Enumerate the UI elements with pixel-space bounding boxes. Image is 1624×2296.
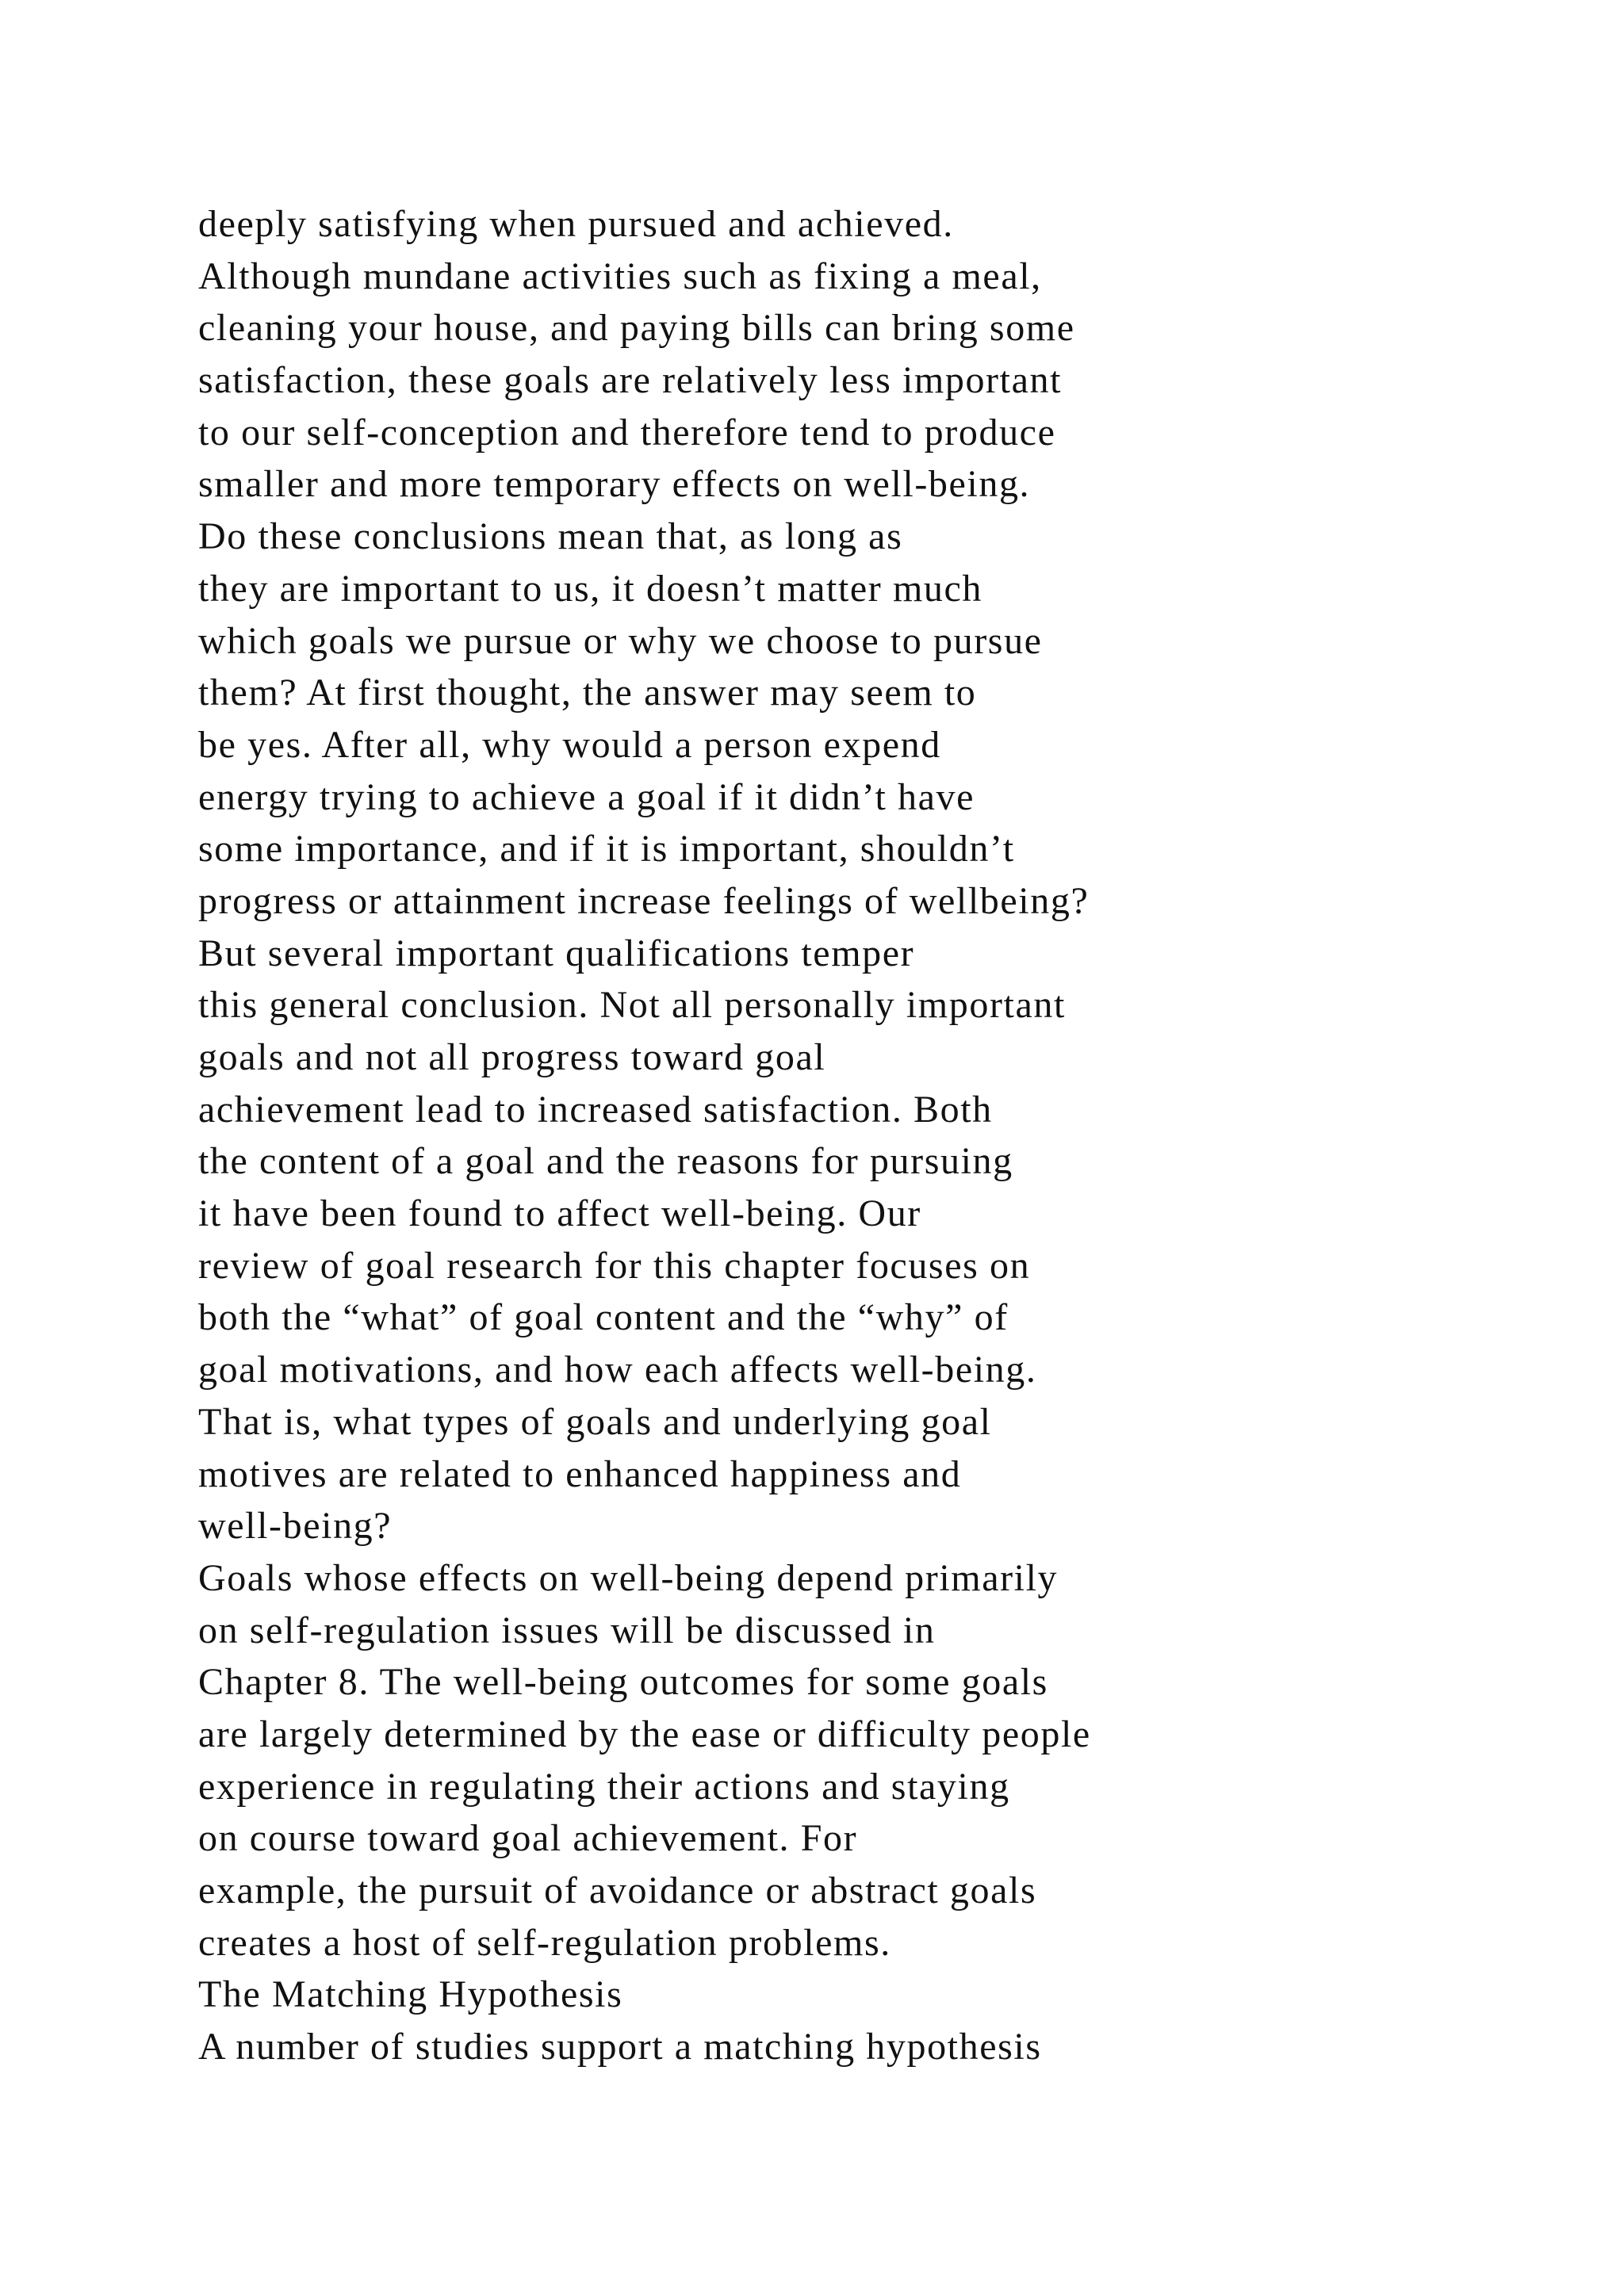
text-line: goals and not all progress toward goal	[198, 1036, 826, 1078]
text-line: which goals we pursue or why we choose to pursue	[198, 619, 1043, 662]
text-line: goal motivations, and how each affects well-being.	[198, 1349, 1037, 1391]
text-line: some importance, and if it is important, shouldn’t	[198, 828, 1015, 871]
text-line: be yes. After all, why would a person expend	[198, 723, 941, 766]
text-line: satisfaction, these goals are relatively less important	[198, 359, 1063, 402]
text-line: to our self-conception and therefore tend to produce	[198, 411, 1056, 453]
text-line: experience in regulating their actions and staying	[198, 1765, 1010, 1808]
text-line: Although mundane activities such as fixing a meal,	[198, 254, 1042, 297]
text-line: the content of a goal and the reasons for pursuing	[198, 1140, 1013, 1183]
text-line: achievement lead to increased satisfaction. Both	[198, 1088, 993, 1131]
text-line: they are important to us, it doesn’t matter much	[198, 567, 983, 610]
text-line: are largely determined by the ease or difficulty people	[198, 1712, 1091, 1755]
text-line: review of goal research for this chapter focuses on	[198, 1244, 1031, 1287]
text-line: Chapter 8. The well-being outcomes for some goals	[198, 1661, 1048, 1704]
text-line: them? At first thought, the answer may seem to	[198, 672, 977, 714]
text-line: example, the pursuit of avoidance or abstract goals	[198, 1869, 1037, 1911]
body-text	[198, 198, 1546, 2073]
text-line: on self-regulation issues will be discussed in	[198, 1609, 936, 1651]
text-line: motives are related to enhanced happiness and	[198, 1452, 962, 1495]
text-line: cleaning your house, and paying bills can bring some	[198, 307, 1075, 350]
text-line: creates a host of self-regulation problems.	[198, 1921, 891, 1964]
text-line: A number of studies support a matching hypothesis	[198, 2026, 1042, 2068]
text-line: But several important qualifications temper	[198, 932, 915, 974]
text-line: both the “what” of goal content and the “why” of	[198, 1296, 1009, 1339]
text-line: smaller and more temporary effects on well-being.	[198, 463, 1031, 506]
text-line: The Matching Hypothesis	[198, 1973, 623, 2016]
text-line: this general conclusion. Not all personally important	[198, 984, 1066, 1027]
text-line: energy trying to achieve a goal if it didn’t have	[198, 775, 975, 818]
text-line: deeply satisfying when pursued and achieved.	[198, 203, 954, 245]
text-line: That is, what types of goals and underlying goal	[198, 1400, 992, 1443]
text-line: Goals whose effects on well-being depend primarily	[198, 1556, 1059, 1599]
text-line: it have been found to affect well-being. Our	[198, 1192, 921, 1235]
text-line: Do these conclusions mean that, as long as	[198, 515, 903, 558]
text-line: progress or attainment increase feelings of wellbeing?	[198, 879, 1090, 922]
text-line: on course toward goal achievement. For	[198, 1817, 858, 1860]
text-line: well-being?	[198, 1505, 393, 1548]
